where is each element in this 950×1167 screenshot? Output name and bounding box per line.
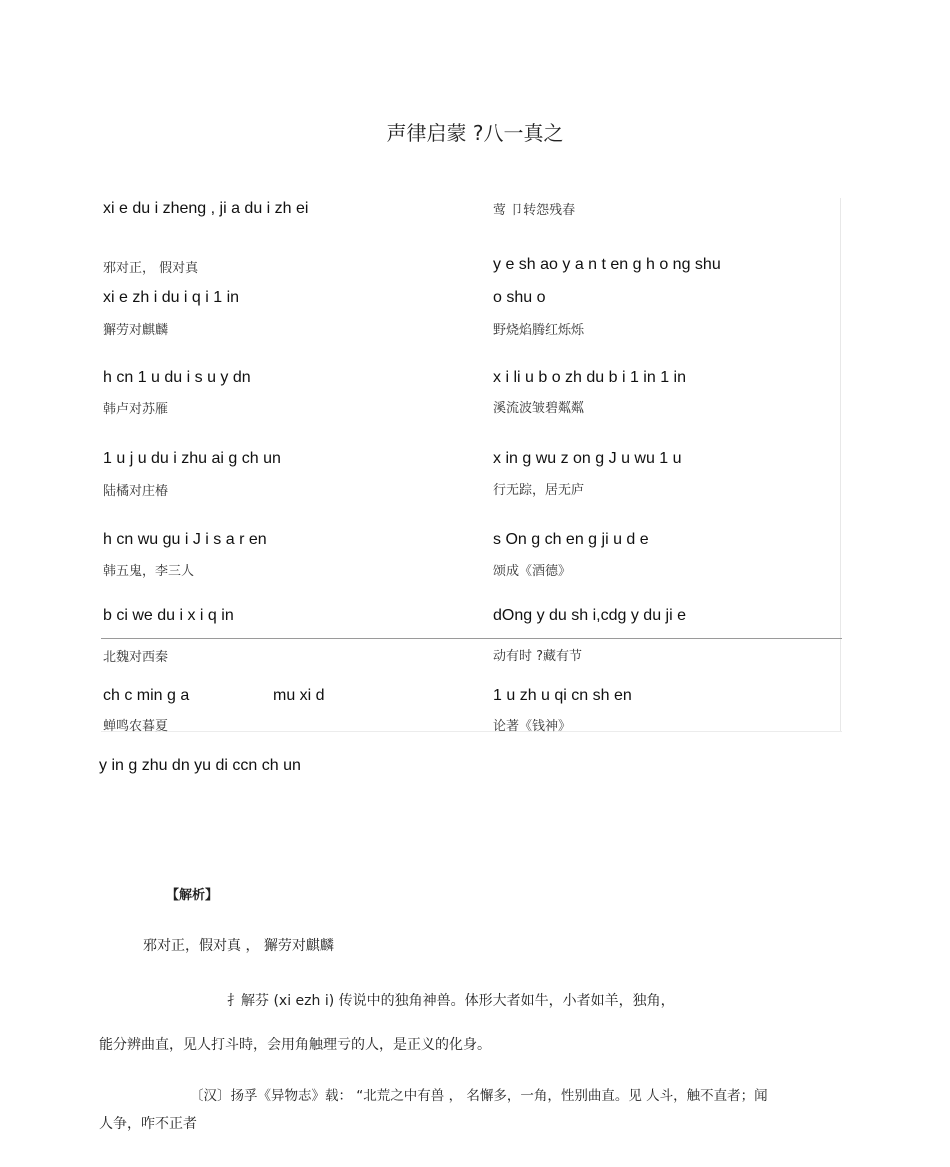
page-title: 声律启蒙 ?八一真之 [386,121,564,145]
pinyin-line: h cn 1 u du i s u y dn [103,369,251,386]
pinyin-line: y e sh ao y a n t en g h o ng shu [493,256,721,273]
pinyin-line: b ci we du i x i q in [103,607,234,624]
couplet-line: 蝉鸣农暮夏 [103,719,169,734]
analysis-paragraph: 邪对正，假对真 ， 獬劳对麒麟 [143,938,334,954]
table-border-right [840,198,841,731]
pinyin-line: mu xi d [273,687,325,704]
pinyin-line: x in g wu z on g J u wu 1 u [493,450,682,467]
couplet-line: 獬劳对麒麟 [103,323,169,338]
couplet-line: 陆橘对庄椿 [103,484,169,499]
analysis-heading: 【解析】 [166,888,219,903]
pinyin-line: 1 u zh u qi cn sh en [493,687,632,704]
pinyin-line: xi e zh i du i q i 1 in [103,289,240,306]
pinyin-line: dOng y du sh i,cdg y du ji e [493,607,686,624]
pinyin-line: x i li u b o zh du b i 1 in 1 in [493,369,686,386]
table-divider [101,638,842,639]
couplet-line: 邪对正， 假对真 [103,261,199,276]
couplet-line: 行无踪，居无庐 [493,483,585,498]
analysis-paragraph: 能分辨曲直，见人打斗時，会用角触理亏的人，是正义的化身。 [99,1037,491,1053]
analysis-paragraph: 扌解芬 (xi ezh i) 传说中的独角神兽。体形大者如牛，小者如羊，独角， [227,993,675,1009]
couplet-line: 溪流波皱碧粼粼 [493,401,585,416]
couplet-line: 颂成《酒德》 [493,564,572,579]
couplet-line: 北魏对西秦 [103,650,169,665]
couplet-line: 莺 卩转怨残春 [493,203,576,218]
pinyin-line: h cn wu gu i J i s a r en [103,531,267,548]
pinyin-line: ch c min g a [103,687,190,704]
analysis-paragraph: 〔汉〕扬孚《异物志》载： “北荒之中有兽 ， 名懈多，一角，性别曲直。见 人斗，触不直者；闻 [190,1088,768,1104]
couplet-line: 野烧焰腾红烁烁 [493,323,585,338]
analysis-paragraph: 人争，咋不正者 [99,1116,197,1132]
couplet-line: 论著《钱神》 [493,719,572,734]
pinyin-line: s On g ch en g ji u d e [493,531,649,548]
pinyin-line: y in g zhu dn yu di ccn ch un [99,757,301,774]
table-bottom-border [101,731,842,732]
couplet-line: 动有时 ?藏有节 [493,649,583,664]
couplet-line: 韩卢对苏雁 [103,402,169,417]
pinyin-line: o shu o [493,289,546,306]
pinyin-line: 1 u j u du i zhu ai g ch un [103,450,281,467]
pinyin-line: xi e du i zheng , ji a du i zh ei [103,200,309,217]
couplet-line: 韩五鬼，李三人 [103,564,195,579]
